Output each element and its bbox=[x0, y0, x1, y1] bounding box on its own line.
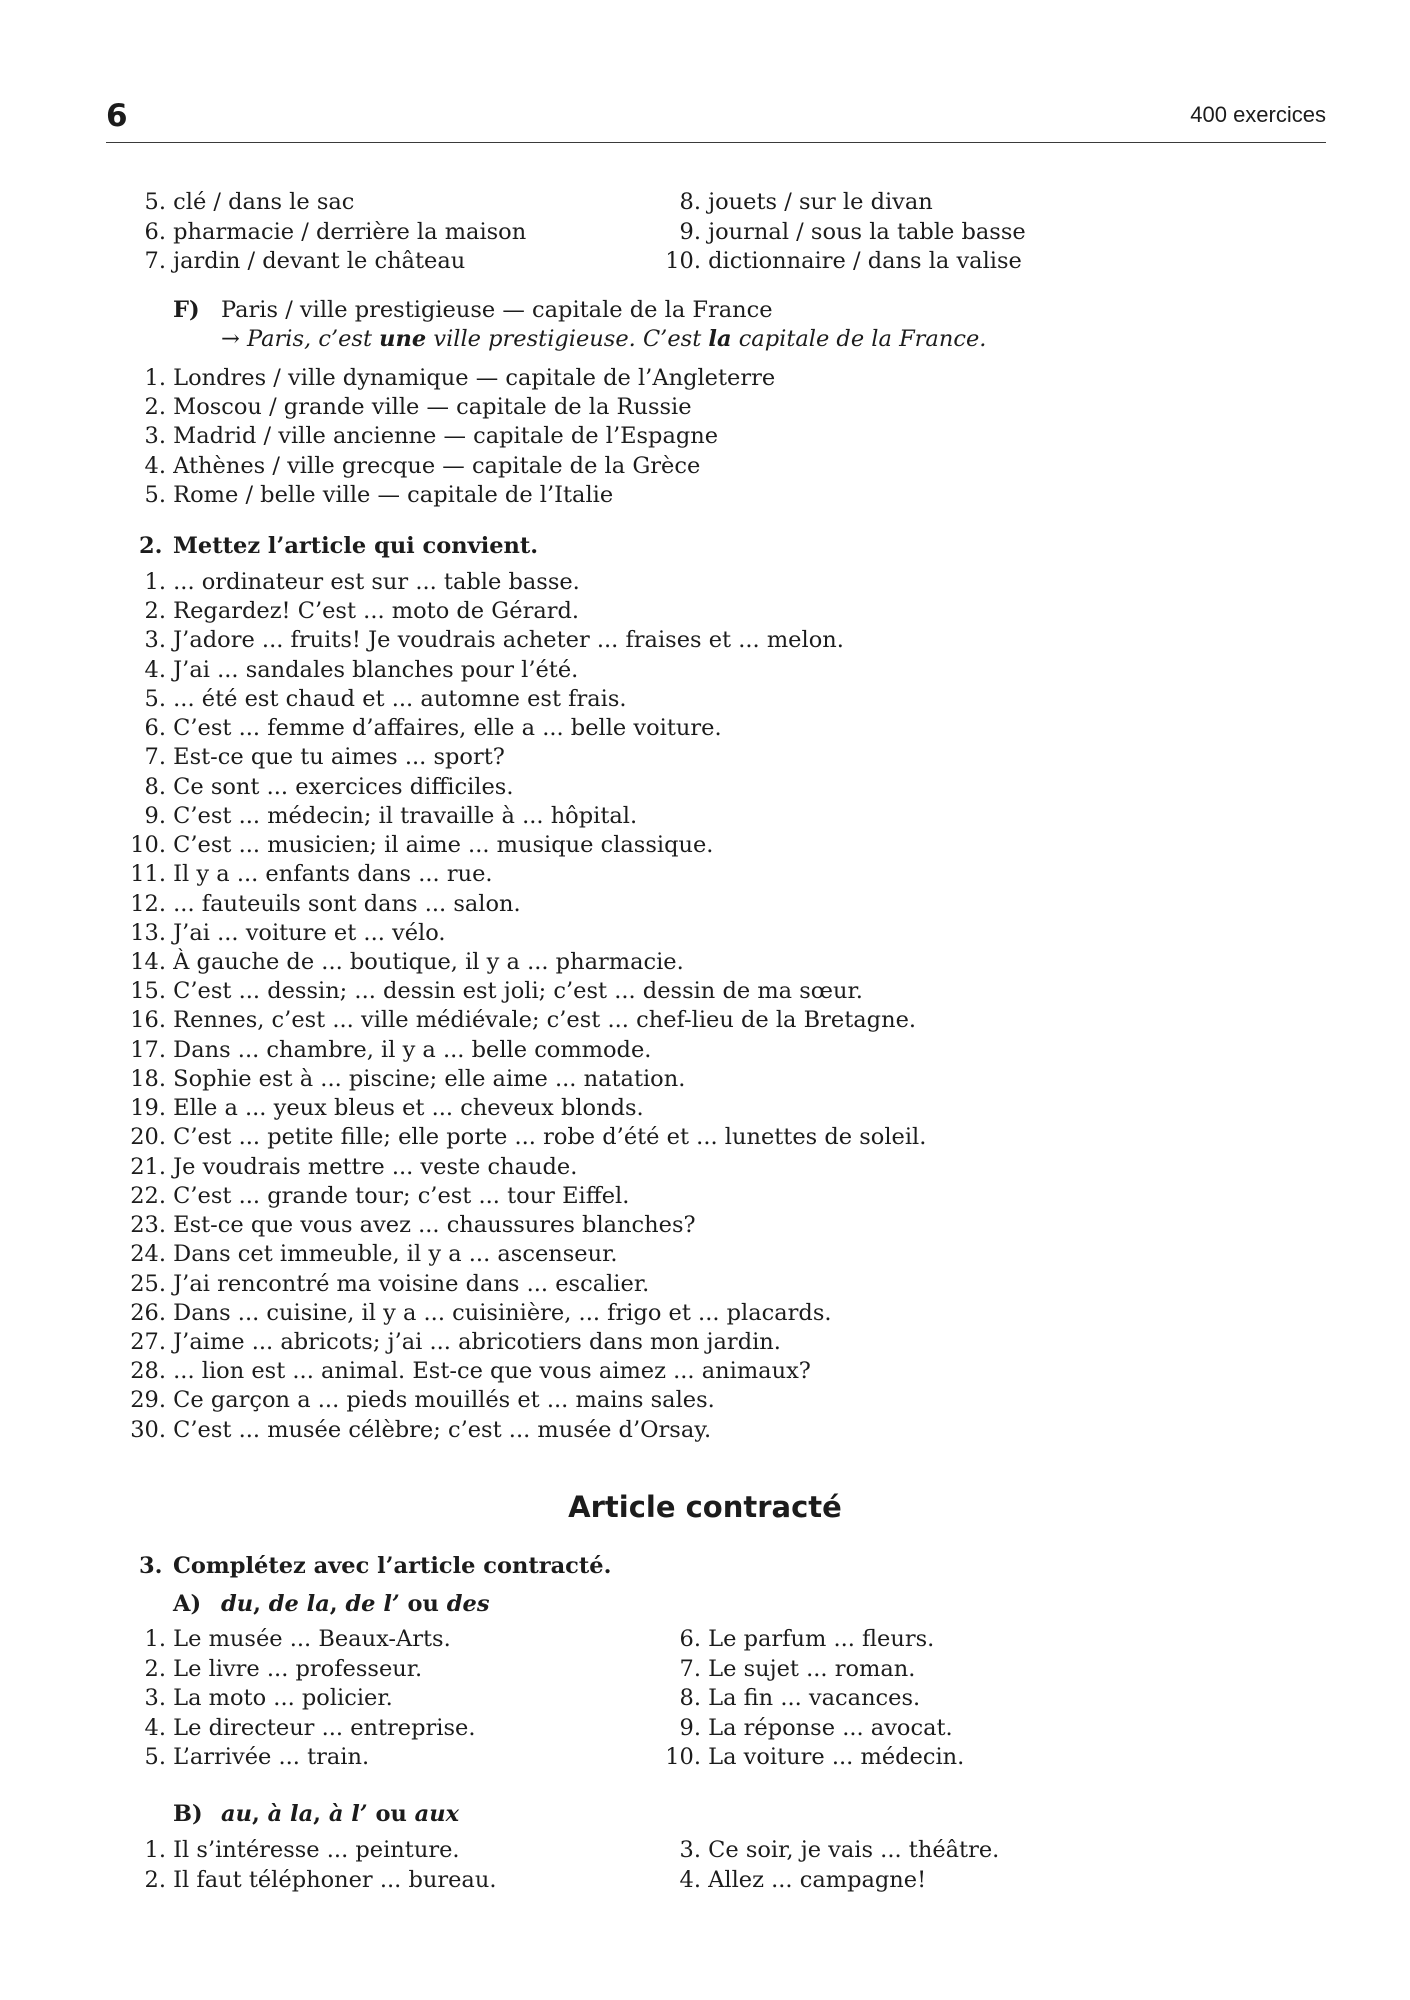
list-item bbox=[123, 1094, 644, 1123]
ex3-number: 3. bbox=[139, 1553, 163, 1579]
item-text: Je voudrais mettre ... veste chaude. bbox=[173, 1153, 578, 1180]
ex2-title-line bbox=[139, 532, 538, 561]
item-number: 15. bbox=[130, 978, 166, 1005]
list-item bbox=[658, 1714, 953, 1743]
list-item bbox=[137, 1743, 369, 1772]
item-text: C’est ... musée célèbre; c’est ... musée d’Orsay. bbox=[173, 1416, 712, 1443]
item-text: J’ai ... voiture et ... vélo. bbox=[173, 919, 446, 946]
item-text: clé / dans le sac bbox=[173, 189, 355, 215]
item-number: 2. bbox=[144, 1866, 166, 1893]
page-header bbox=[106, 94, 1326, 143]
item-text: Le directeur ... entreprise. bbox=[173, 1714, 476, 1741]
separator: , bbox=[329, 1591, 346, 1617]
item-text: C’est ... femme d’affaires, elle a ... belle voiture. bbox=[173, 715, 722, 742]
list-item bbox=[137, 1714, 476, 1743]
item-text: Dans ... chambre, il y a ... belle commode. bbox=[173, 1036, 652, 1063]
item-number: 9. bbox=[144, 802, 166, 829]
item-text: À gauche de ... boutique, il y a ... pharmacie. bbox=[173, 948, 684, 975]
list-item bbox=[137, 452, 700, 481]
list-item bbox=[123, 597, 579, 626]
item-number: 8. bbox=[679, 189, 701, 215]
item-number: 3. bbox=[144, 423, 166, 450]
ex3-title-line bbox=[139, 1552, 611, 1581]
item-text: Elle a ... yeux bleus et ... cheveux blonds. bbox=[173, 1095, 644, 1122]
separator: ou bbox=[367, 1801, 415, 1827]
item-number: 30. bbox=[130, 1416, 166, 1443]
item-text: Londres / ville dynamique — capitale de l’Angleterre bbox=[173, 365, 776, 391]
list-item bbox=[123, 1006, 916, 1035]
item-number: 3. bbox=[144, 627, 166, 654]
item-number: 16. bbox=[130, 1007, 166, 1034]
item-text: Est-ce que vous avez ... chaussures blanches? bbox=[173, 1212, 696, 1239]
list-item bbox=[137, 1684, 393, 1713]
list-item bbox=[137, 481, 613, 510]
item-number: 3. bbox=[679, 1837, 701, 1863]
item-number: 4. bbox=[144, 656, 166, 683]
list-item bbox=[123, 1240, 618, 1269]
example-article: une bbox=[379, 326, 427, 352]
list-item bbox=[123, 1386, 715, 1415]
ex3a-heading bbox=[173, 1590, 489, 1619]
separator: ou bbox=[399, 1591, 447, 1617]
form: de la bbox=[268, 1591, 330, 1617]
list-item bbox=[658, 1836, 999, 1865]
item-text: La voiture ... médecin. bbox=[708, 1744, 965, 1770]
page-number: 6 bbox=[106, 98, 128, 134]
list-item bbox=[123, 977, 863, 1006]
list-item bbox=[123, 1299, 832, 1328]
item-text: ... lion est ... animal. Est-ce que vous aimez ... animaux? bbox=[173, 1358, 811, 1385]
list-item bbox=[658, 1625, 934, 1654]
item-number: 6. bbox=[144, 715, 166, 742]
item-number: 23. bbox=[130, 1212, 166, 1239]
list-item bbox=[123, 1270, 649, 1299]
item-text: Dans ... cuisine, il y a ... cuisinière, ... frigo et ... placards. bbox=[173, 1299, 832, 1326]
separator: , bbox=[253, 1591, 269, 1617]
book-title: 400 exercices bbox=[1190, 102, 1326, 127]
list-item bbox=[658, 1684, 920, 1713]
ex3a-letter: A) bbox=[173, 1591, 202, 1617]
item-text: Sophie est à ... piscine; elle aime ... natation. bbox=[173, 1065, 686, 1092]
item-text: Il faut téléphoner ... bureau. bbox=[173, 1866, 497, 1893]
list-item bbox=[137, 1655, 422, 1684]
item-text: ... été est chaud et ... automne est frais. bbox=[173, 685, 627, 712]
item-number: 2. bbox=[144, 598, 166, 625]
form: du bbox=[221, 1591, 254, 1617]
item-text: Regardez! C’est ... moto de Gérard. bbox=[173, 598, 580, 625]
item-number: 9. bbox=[679, 1714, 701, 1741]
separator: , bbox=[313, 1801, 329, 1827]
section-title: Article contracté bbox=[568, 1490, 842, 1524]
list-item bbox=[123, 626, 844, 655]
item-number: 7. bbox=[144, 744, 166, 771]
item-text: jardin / devant le château bbox=[173, 248, 466, 274]
list-item bbox=[123, 890, 521, 919]
list-item bbox=[123, 568, 580, 597]
item-number: 22. bbox=[130, 1182, 166, 1209]
item-text: ... fauteuils sont dans ... salon. bbox=[173, 890, 521, 917]
list-item bbox=[123, 1416, 711, 1445]
item-number: 19. bbox=[130, 1095, 166, 1122]
item-number: 12. bbox=[130, 890, 166, 917]
separator: , bbox=[251, 1801, 268, 1827]
item-number: 11. bbox=[130, 861, 166, 888]
item-number: 9. bbox=[679, 218, 701, 245]
ex1f-example bbox=[221, 325, 986, 354]
item-number: 29. bbox=[130, 1387, 166, 1414]
item-text: Madrid / ville ancienne — capitale de l’Espagne bbox=[173, 423, 719, 450]
item-text: journal / sous la table basse bbox=[708, 218, 1026, 245]
item-text: J’adore ... fruits! Je voudrais acheter ... fraises et ... melon. bbox=[173, 627, 844, 654]
item-number: 6. bbox=[679, 1626, 701, 1652]
list-item bbox=[123, 948, 684, 977]
item-text: Le livre ... professeur. bbox=[173, 1655, 423, 1682]
item-number: 7. bbox=[144, 248, 166, 274]
item-number: 8. bbox=[144, 773, 166, 800]
list-item bbox=[137, 188, 354, 217]
list-item bbox=[658, 1743, 964, 1772]
list-item bbox=[123, 1036, 651, 1065]
example-text: ville prestigieuse. C’est bbox=[426, 326, 709, 352]
form: à la bbox=[267, 1801, 314, 1827]
form: de l’ bbox=[345, 1591, 400, 1617]
item-text: Dans cet immeuble, il y a ... ascenseur. bbox=[173, 1241, 618, 1268]
item-number: 25. bbox=[130, 1270, 166, 1297]
item-text: Rennes, c’est ... ville médiévale; c’est ... chef-lieu de la Bretagne. bbox=[173, 1007, 917, 1034]
list-item bbox=[123, 714, 722, 743]
item-text: La fin ... vacances. bbox=[708, 1685, 921, 1711]
item-text: jouets / sur le divan bbox=[708, 189, 933, 215]
item-text: Il s’intéresse ... peinture. bbox=[173, 1837, 460, 1863]
list-item bbox=[123, 1182, 629, 1211]
list-item bbox=[123, 1328, 781, 1357]
list-item bbox=[137, 1866, 496, 1895]
item-number: 20. bbox=[130, 1124, 166, 1151]
item-text: Est-ce que tu aimes ... sport? bbox=[173, 744, 505, 771]
list-item bbox=[123, 1123, 926, 1152]
item-text: Il y a ... enfants dans ... rue. bbox=[173, 861, 493, 888]
item-text: Ce soir, je vais ... théâtre. bbox=[708, 1837, 1000, 1863]
item-number: 4. bbox=[144, 452, 166, 479]
ex3b-heading bbox=[173, 1800, 459, 1829]
list-item bbox=[137, 393, 692, 422]
ex2-number: 2. bbox=[139, 533, 163, 559]
list-item bbox=[123, 656, 578, 685]
list-item bbox=[123, 1357, 811, 1386]
item-number: 1. bbox=[144, 1837, 166, 1863]
list-item bbox=[123, 1065, 685, 1094]
list-item bbox=[137, 364, 775, 393]
list-item bbox=[137, 247, 465, 276]
item-number: 17. bbox=[130, 1036, 166, 1063]
list-item bbox=[123, 773, 514, 802]
list-item bbox=[137, 422, 718, 451]
example-article: la bbox=[708, 326, 732, 352]
form: à l’ bbox=[328, 1801, 368, 1827]
item-number: 4. bbox=[144, 1714, 166, 1741]
list-item bbox=[137, 1836, 460, 1865]
form: des bbox=[446, 1591, 490, 1617]
item-text: Athènes / ville grecque — capitale de la Grèce bbox=[173, 452, 701, 479]
item-number: 10. bbox=[665, 248, 701, 274]
item-text: Le musée ... Beaux-Arts. bbox=[173, 1626, 451, 1652]
form: au bbox=[221, 1801, 252, 1827]
item-number: 1. bbox=[144, 569, 166, 595]
item-text: C’est ... grande tour; c’est ... tour Eiffel. bbox=[173, 1182, 630, 1209]
item-number: 10. bbox=[130, 832, 166, 859]
item-number: 26. bbox=[130, 1299, 166, 1326]
list-item bbox=[658, 1866, 926, 1895]
item-number: 1. bbox=[144, 365, 166, 391]
item-text: C’est ... médecin; il travaille à ... hôpital. bbox=[173, 802, 638, 829]
item-number: 5. bbox=[144, 189, 166, 215]
item-text: pharmacie / derrière la maison bbox=[173, 218, 527, 245]
item-text: J’ai ... sandales blanches pour l’été. bbox=[173, 656, 579, 683]
item-number: 14. bbox=[130, 948, 166, 975]
item-number: 7. bbox=[679, 1655, 701, 1682]
item-number: 27. bbox=[130, 1328, 166, 1355]
item-text: Allez ... campagne! bbox=[708, 1866, 927, 1893]
item-text: L’arrivée ... train. bbox=[173, 1744, 370, 1770]
list-item bbox=[658, 1655, 915, 1684]
item-number: 4. bbox=[679, 1866, 701, 1893]
list-item bbox=[123, 743, 505, 772]
item-text: Rome / belle ville — capitale de l’Italie bbox=[173, 481, 614, 508]
example-text: → Paris, c’est bbox=[221, 326, 380, 352]
item-number: 6. bbox=[144, 218, 166, 245]
ex1f-letter: F) bbox=[173, 297, 200, 323]
list-item bbox=[123, 802, 637, 831]
item-text: J’ai rencontré ma voisine dans ... escalier. bbox=[173, 1270, 650, 1297]
list-item bbox=[123, 919, 446, 948]
item-number: 5. bbox=[144, 1744, 166, 1770]
item-number: 8. bbox=[679, 1685, 701, 1711]
form: aux bbox=[414, 1801, 460, 1827]
item-text: ... ordinateur est sur ... table basse. bbox=[173, 569, 580, 595]
ex3b-letter: B) bbox=[173, 1801, 203, 1827]
list-item bbox=[137, 218, 526, 247]
item-text: Ce sont ... exercices difficiles. bbox=[173, 773, 514, 800]
ex1f-prompt: Paris / ville prestigieuse — capitale de la France bbox=[221, 297, 773, 323]
item-text: C’est ... petite fille; elle porte ... robe d’été et ... lunettes de soleil. bbox=[173, 1124, 927, 1151]
item-text: Le parfum ... fleurs. bbox=[708, 1626, 935, 1652]
item-text: La réponse ... avocat. bbox=[708, 1714, 953, 1741]
list-item bbox=[658, 188, 933, 217]
item-number: 3. bbox=[144, 1685, 166, 1711]
item-text: C’est ... dessin; ... dessin est joli; c’est ... dessin de ma sœur. bbox=[173, 978, 863, 1005]
item-number: 5. bbox=[144, 685, 166, 712]
item-number: 2. bbox=[144, 1655, 166, 1682]
ex2-title: Mettez l’article qui convient. bbox=[173, 533, 539, 559]
item-number: 1. bbox=[144, 1626, 166, 1652]
ex3-title: Complétez avec l’article contracté. bbox=[173, 1553, 612, 1579]
list-item bbox=[658, 247, 1022, 276]
item-number: 2. bbox=[144, 394, 166, 421]
item-number: 24. bbox=[130, 1241, 166, 1268]
list-item bbox=[137, 1625, 451, 1654]
example-text: capitale de la France. bbox=[731, 326, 987, 352]
list-item bbox=[123, 685, 627, 714]
item-number: 13. bbox=[130, 919, 166, 946]
item-text: Moscou / grande ville — capitale de la Russie bbox=[173, 394, 692, 421]
item-number: 28. bbox=[130, 1358, 166, 1385]
item-text: dictionnaire / dans la valise bbox=[708, 248, 1022, 274]
item-text: Le sujet ... roman. bbox=[708, 1655, 916, 1682]
list-item bbox=[123, 860, 493, 889]
item-text: La moto ... policier. bbox=[173, 1685, 393, 1711]
item-number: 5. bbox=[144, 481, 166, 508]
item-text: J’aime ... abricots; j’ai ... abricotiers dans mon jardin. bbox=[173, 1328, 781, 1355]
item-number: 10. bbox=[665, 1744, 701, 1770]
list-item bbox=[123, 1211, 696, 1240]
item-text: Ce garçon a ... pieds mouillés et ... mains sales. bbox=[173, 1387, 715, 1414]
item-number: 21. bbox=[130, 1153, 166, 1180]
list-item bbox=[123, 831, 713, 860]
item-number: 18. bbox=[130, 1065, 166, 1092]
list-item bbox=[123, 1153, 577, 1182]
list-item bbox=[658, 218, 1026, 247]
ex1f-prompt-line bbox=[173, 296, 773, 325]
item-text: C’est ... musicien; il aime ... musique classique. bbox=[173, 832, 714, 859]
